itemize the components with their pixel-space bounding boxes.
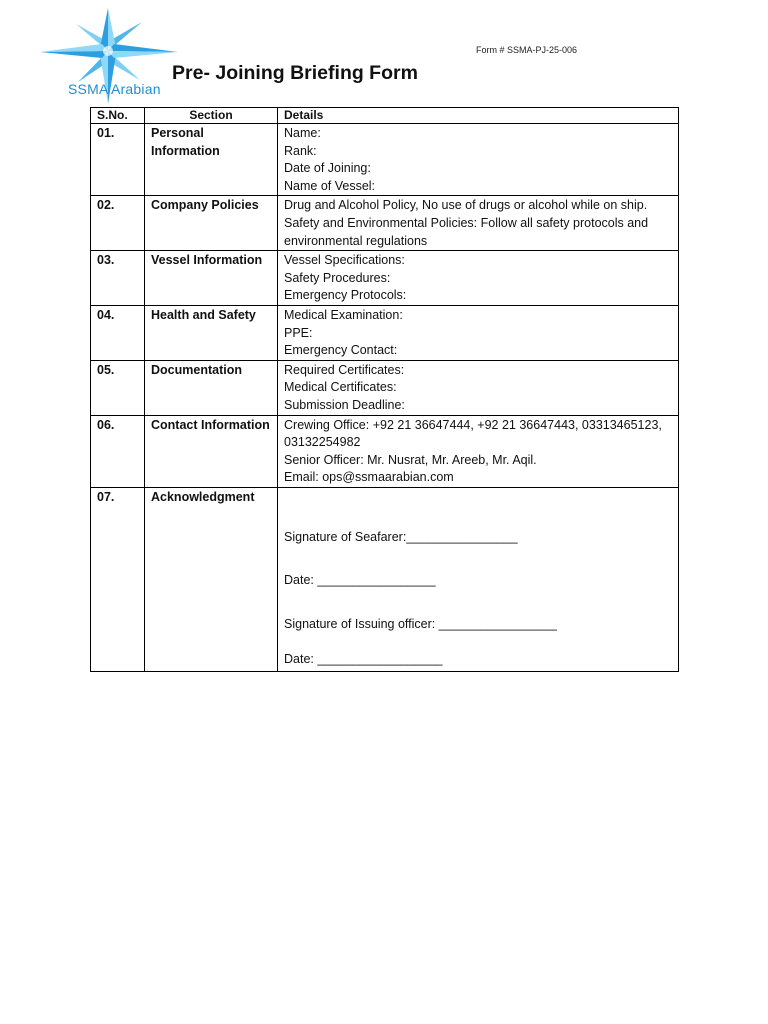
officer-signature-field[interactable]: Signature of Issuing officer: _________________ [284, 617, 557, 632]
table-row [91, 487, 679, 671]
row-section: Documentation [145, 360, 278, 415]
row-section: Health and Safety [145, 305, 278, 360]
logo-text: SSMA Arabian [68, 81, 161, 97]
row-details [278, 415, 679, 487]
row-details [278, 251, 679, 306]
detail-line: Date of Joining: [284, 161, 371, 176]
row-number: 02. [91, 196, 145, 251]
row-section: Contact Information [145, 415, 278, 487]
detail-line: Rank: [284, 143, 317, 158]
table-row [91, 124, 679, 196]
seafarer-date-field[interactable]: Date: _________________ [284, 573, 436, 588]
detail-line: Senior Officer: Mr. Nusrat, Mr. Areeb, Mr. Aqil. [284, 452, 537, 467]
detail-line: Name: [284, 126, 321, 140]
seafarer-signature-field[interactable]: Signature of Seafarer:________________ [284, 529, 518, 544]
table-row [91, 305, 679, 360]
detail-line: Medical Examination: [284, 307, 403, 322]
detail-line: Email: ops@ssmaarabian.com [284, 470, 454, 485]
detail-line: Safety and Environmental Policies: Follow all safety protocols and environmental regulations [284, 215, 649, 248]
detail-line: PPE: [284, 325, 313, 340]
detail-line: Safety Procedures: [284, 270, 391, 285]
company-logo [38, 6, 180, 106]
row-section: Company Policies [145, 196, 278, 251]
detail-line: Crewing Office: +92 21 36647444, +92 21 36647443, 03313465123, 03132254982 [284, 417, 662, 450]
briefing-table [90, 107, 679, 672]
row-section: Acknowledgment [145, 487, 278, 671]
table-row [91, 251, 679, 306]
detail-line: Vessel Specifications: [284, 253, 405, 268]
table-header-row [91, 108, 679, 124]
header-section: Section [145, 108, 278, 124]
row-details [278, 305, 679, 360]
row-number: 04. [91, 305, 145, 360]
row-details [278, 124, 679, 196]
officer-date-field[interactable]: Date: __________________ [284, 651, 443, 666]
detail-line: Medical Certificates: [284, 380, 397, 395]
page-title: Pre- Joining Briefing Form [172, 62, 418, 84]
detail-line: Emergency Protocols: [284, 288, 407, 303]
row-details [278, 487, 679, 671]
row-number: 07. [91, 487, 145, 671]
row-details [278, 360, 679, 415]
row-number: 06. [91, 415, 145, 487]
detail-line: Emergency Contact: [284, 343, 398, 358]
table-row [91, 196, 679, 251]
row-section: Vessel Information [145, 251, 278, 306]
detail-line: Required Certificates: [284, 362, 405, 377]
form-number: Form # SSMA-PJ-25-006 [476, 45, 578, 55]
row-section: Personal Information [145, 124, 278, 196]
row-details [278, 196, 679, 251]
detail-line: Drug and Alcohol Policy, No use of drugs or alcohol while on ship. [284, 198, 648, 213]
row-number: 05. [91, 360, 145, 415]
detail-line: Submission Deadline: [284, 397, 405, 412]
table-row [91, 360, 679, 415]
header-sno: S.No. [91, 108, 145, 124]
row-number: 03. [91, 251, 145, 306]
header-details: Details [278, 108, 679, 124]
row-number: 01. [91, 124, 145, 196]
table-row [91, 415, 679, 487]
detail-line: Name of Vessel: [284, 178, 376, 193]
